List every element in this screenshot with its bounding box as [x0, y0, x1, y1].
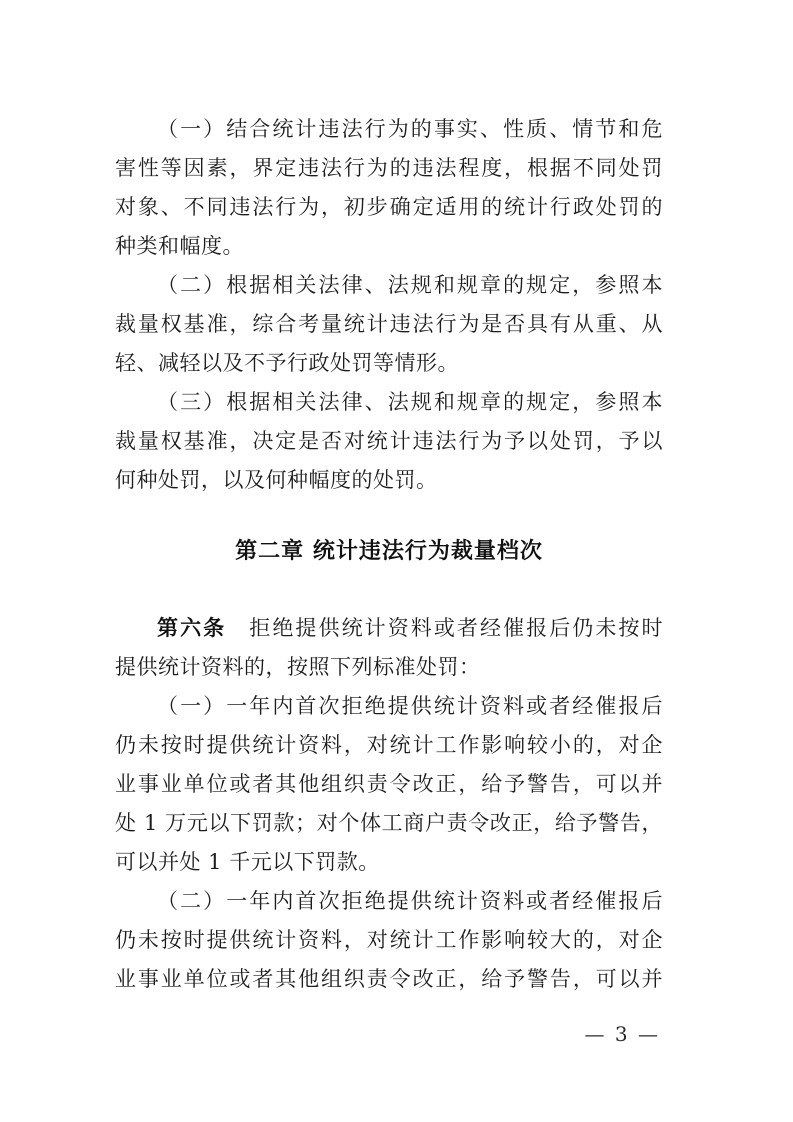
body-line: 可以并处 1 千元以下罚款。 — [115, 850, 380, 874]
article-number-label: 第六条 — [157, 616, 227, 640]
body-line: 害性等因素，界定违法行为的违法程度，根据不同处罚 — [115, 156, 663, 180]
article-line — [115, 609, 663, 648]
body-line: （二）一年内首次拒绝提供统计资料或者经催报后 — [157, 889, 663, 913]
body-line: 何种处罚，以及何种幅度的处罚。 — [115, 468, 438, 492]
body-line: （一）结合统计违法行为的事实、性质、情节和危 — [157, 117, 663, 141]
article-text: 拒绝提供统计资料或者经催报后仍未按时 — [226, 616, 664, 640]
body-line: 对象、不同违法行为，初步确定适用的统计行政处罚的 — [115, 195, 663, 219]
body-line: 仍未按时提供统计资料，对统计工作影响较小的，对企 — [115, 733, 663, 757]
body-line: （二）根据相关法律、法规和规章的规定，参照本 — [157, 273, 663, 297]
body-line: 裁量权基准，综合考量统计违法行为是否具有从重、从 — [115, 312, 663, 336]
body-line: 裁量权基准，决定是否对统计违法行为予以处罚，予以 — [115, 429, 663, 453]
body-line: 轻、减轻以及不予行政处罚等情形。 — [115, 351, 459, 375]
body-line: （三）根据相关法律、法规和规章的规定，参照本 — [157, 390, 663, 414]
body-line: （一）一年内首次拒绝提供统计资料或者经催报后 — [157, 694, 663, 718]
body-line: 业事业单位或者其他组织责令改正，给予警告，可以并 — [115, 772, 663, 796]
chapter-heading: 第二章 统计违法行为裁量档次 — [235, 539, 543, 564]
body-line: 业事业单位或者其他组织责令改正，给予警告，可以并 — [115, 967, 663, 991]
text-block — [115, 110, 663, 999]
body-line: 处 1 万元以下罚款；对个体工商户责令改正，给予警告， — [115, 811, 663, 835]
body-line: 种类和幅度。 — [115, 234, 244, 258]
body-line: 提供统计资料的，按照下列标准处罚： — [115, 655, 481, 679]
page-number: — 3 — — [584, 1022, 660, 1046]
body-line: 仍未按时提供统计资料，对统计工作影响较大的，对企 — [115, 928, 663, 952]
